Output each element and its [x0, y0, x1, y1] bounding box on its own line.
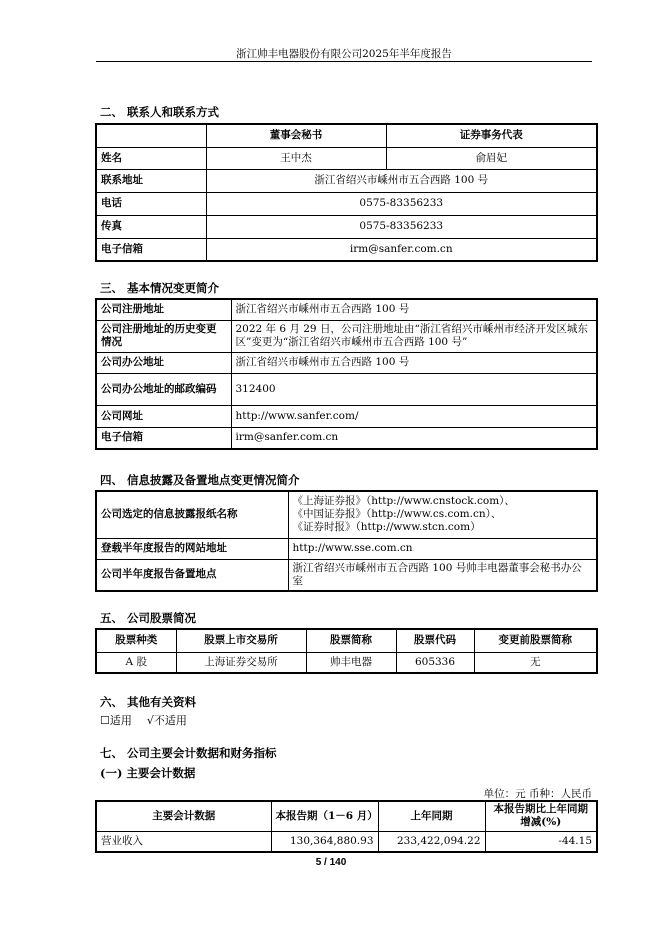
col-header: 股票种类 [96, 629, 176, 652]
contact-address: 浙江省绍兴市嵊州市五合西路 100 号 [206, 169, 597, 192]
col-header-secretary: 董事会秘书 [206, 124, 386, 147]
row-label: 姓名 [96, 147, 206, 169]
report-location: 浙江省绍兴市嵊州市五合西路 100 号帅丰电器董事会秘书办公室 [288, 559, 597, 591]
col-header: 本报告期比上年同期增减(%) [485, 801, 597, 831]
unit-currency: 单位：元 币种：人民币 [483, 788, 592, 800]
stock-table [95, 628, 598, 674]
secretary-name: 王中杰 [206, 147, 386, 169]
header-rule [96, 61, 592, 62]
section-6-title: 六、 其他有关资料 [100, 695, 197, 709]
empty-cell [96, 124, 206, 147]
row-label: 传真 [96, 215, 206, 238]
postal-code: 312400 [231, 373, 597, 405]
row-label: 电子信箱 [96, 427, 231, 449]
section-4-title: 四、 信息披露及备置地点变更情况简介 [100, 473, 300, 487]
stock-code: 605336 [396, 652, 474, 673]
contact-table [95, 123, 598, 262]
row-label: 公司注册地址 [96, 299, 231, 320]
section-7-title: 七、 公司主要会计数据和财务指标 [100, 746, 277, 760]
row-label: 公司网址 [96, 405, 231, 427]
company-email[interactable]: irm@sanfer.com.cn [231, 427, 597, 449]
disclosure-table [95, 490, 598, 592]
newspaper-line: 《证券时报》（http://www.stcn.com） [292, 521, 481, 534]
col-header-rep: 证券事务代表 [386, 124, 597, 147]
basic-info-table [95, 298, 598, 450]
previous-short-name: 无 [474, 652, 597, 673]
row-label: 电子信箱 [96, 238, 206, 261]
registered-address: 浙江省绍兴市嵊州市五合西路 100 号 [231, 299, 597, 320]
section-3-title: 三、 基本情况变更简介 [100, 281, 220, 295]
option-not-applicable[interactable]: √不适用 [146, 714, 187, 727]
col-header: 股票简称 [306, 629, 396, 652]
col-header: 股票代码 [396, 629, 474, 652]
office-address: 浙江省绍兴市嵊州市五合西路 100 号 [231, 352, 597, 373]
accounting-table [95, 800, 598, 853]
stock-type: A 股 [96, 652, 176, 673]
company-website[interactable]: http://www.sanfer.com/ [231, 405, 597, 427]
row-label: 电话 [96, 192, 206, 215]
change-percent: -44.15 [485, 831, 597, 852]
newspaper-line: 《中国证券报》（http://www.cs.com.cn）、 [292, 508, 502, 521]
page-number: 5 / 140 [315, 857, 347, 868]
col-header: 本报告期（1－6 月） [271, 801, 378, 831]
prior-period-value: 233,422,094.22 [378, 831, 485, 852]
section-7-subtitle: (一) 主要会计数据 [100, 766, 196, 780]
row-label: 公司选定的信息披露报纸名称 [96, 491, 288, 538]
row-label: 联系地址 [96, 169, 206, 192]
page-header: 浙江帅丰电器股份有限公司2025年半年度报告 [236, 48, 452, 60]
row-label: 公司办公地址的邮政编码 [96, 373, 231, 405]
registered-address-history: 2022 年 6 月 29 日，公司注册地址由“浙江省绍兴市嵊州市经济开发区城东区”变更为“浙江省绍兴市嵊州市五合西路 100 号” [231, 320, 597, 352]
row-label: 登载半年度报告的网站地址 [96, 538, 288, 559]
stock-short-name: 帅丰电器 [306, 652, 396, 673]
applicability-options [100, 712, 187, 728]
current-period-value: 130,364,880.93 [271, 831, 378, 852]
metric-name: 营业收入 [96, 831, 271, 852]
option-applicable[interactable]: ☐适用 [100, 714, 132, 727]
report-website[interactable]: http://www.sse.com.cn [288, 538, 597, 559]
col-header: 主要会计数据 [96, 801, 271, 831]
col-header: 股票上市交易所 [176, 629, 306, 652]
stock-exchange: 上海证券交易所 [176, 652, 306, 673]
newspaper-line: 《上海证券报》（http://www.cnstock.com）、 [292, 495, 515, 508]
section-2-title: 二、 联系人和联系方式 [100, 105, 220, 119]
row-label: 公司注册地址的历史变更情况 [96, 320, 231, 352]
phone: 0575-83356233 [206, 192, 597, 215]
newspaper-list [288, 491, 597, 538]
row-label: 公司半年度报告备置地点 [96, 559, 288, 591]
section-5-title: 五、 公司股票简况 [100, 611, 197, 625]
row-label: 公司办公地址 [96, 352, 231, 373]
rep-name: 俞眉妃 [386, 147, 597, 169]
col-header: 变更前股票简称 [474, 629, 597, 652]
email: irm@sanfer.com.cn [206, 238, 597, 261]
fax: 0575-83356233 [206, 215, 597, 238]
col-header: 上年同期 [378, 801, 485, 831]
